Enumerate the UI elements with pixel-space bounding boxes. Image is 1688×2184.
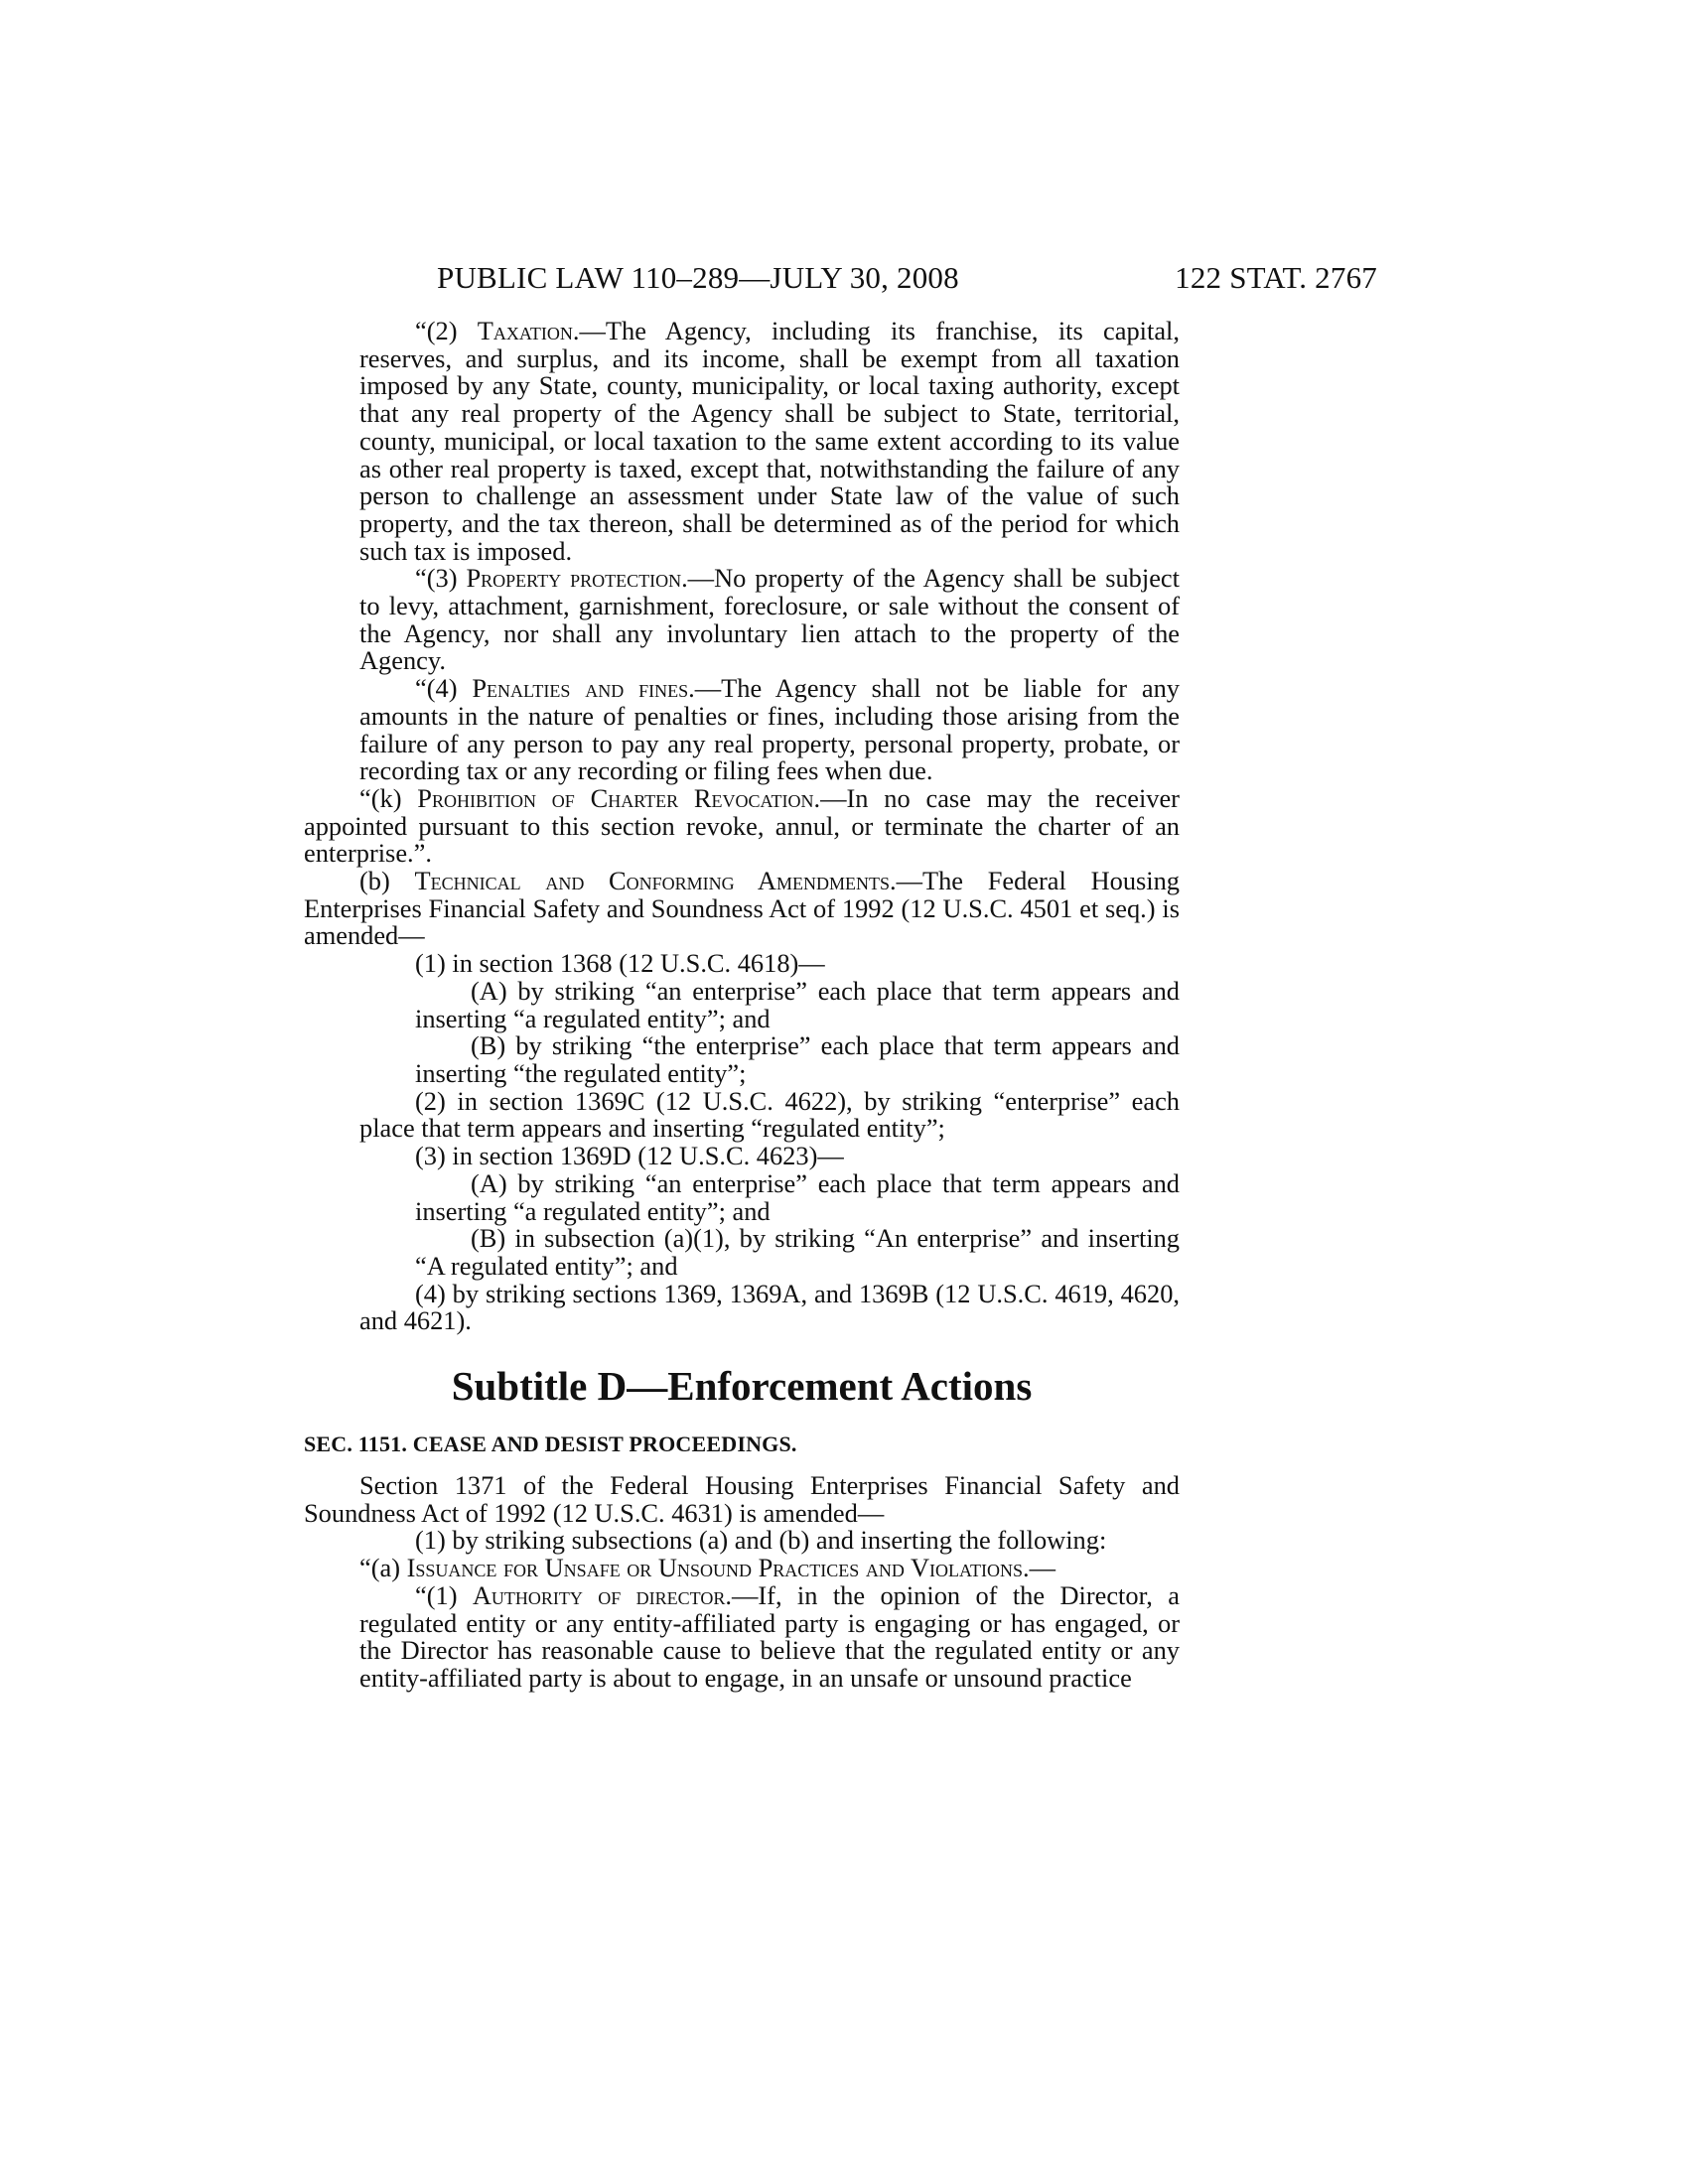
document-body — [304, 318, 1180, 1693]
subtitle-heading: Subtitle D—Enforcement Actions — [451, 1363, 1033, 1410]
paragraph-authority-of-director: “(1) Authority of director.—If, in the opinion of the Director, a regulated entity or any entity-affiliated party is engaging or has engaged, or the Director has reasonable cause to believe that the regulated entity or any entity-affiliated party is about to engage, in an unsafe or unsound practice — [359, 1579, 1180, 1693]
list-item: (4) by striking sections 1369, 1369A, and 1369B (12 U.S.C. 4619, 4620, and 4621). — [359, 1278, 1180, 1336]
law-title: PUBLIC LAW 110–289—JULY 30, 2008 — [437, 260, 959, 295]
heading-authority-of-director: Authority of director — [472, 1579, 726, 1610]
list-item: (B) in subsection (a)(1), by striking “An enterprise” and inserting “A regulated entity”; and — [415, 1223, 1180, 1281]
section-intro: Section 1371 of the Federal Housing Enterprises Financial Safety and Soundness Act of 1992 (12 U.S.C. 4631) is amended— — [304, 1470, 1180, 1528]
list-item: (1) by striking subsections (a) and (b) and inserting the following: — [415, 1525, 1107, 1556]
paragraph-issuance: “(a) Issuance for Unsafe or Unsound Practices and Violations.— — [359, 1553, 1056, 1583]
section-heading: SEC. 1151. CEASE AND DESIST PROCEEDINGS. — [304, 1432, 797, 1457]
paragraph-penalties-and-fines: “(4) Penalties and fines.—The Agency shall not be liable for any amounts in the nature of penalties or fines, including those arising from the failure of any person to pay any real property, personal property, probate, or recording tax or any recording or filing fees when due. — [359, 673, 1180, 786]
paragraph-charter-revocation: “(k) Prohibition of Charter Revocation.—In no case may the receiver appointed pursuant to this section revoke, annul, or terminate the charter of an enterprise.”. — [304, 782, 1180, 869]
list-item: (2) in section 1369C (12 U.S.C. 4622), by striking “enterprise” each place that term appears and inserting “regulated entity”; — [359, 1085, 1180, 1144]
list-item: (A) by striking “an enterprise” each place that term appears and inserting “a regulated entity”; and — [415, 1167, 1180, 1226]
list-item: (1) in section 1368 (12 U.S.C. 4618)— — [415, 948, 825, 979]
paragraph-technical-amendments: (b) Technical and Conforming Amendments.—The Federal Housing Enterprises Financial Safety and Soundness Act of 1992 (12 U.S.C. 4501 et seq.) is amended— — [304, 866, 1181, 951]
heading-taxation: Taxation — [477, 316, 573, 345]
paragraph-property-protection: “(3) Property protection.—No property of the Agency shall be subject to levy, attachment, garnishment, foreclosure, or sale without the consent of the Agency, nor shall any involuntary lien attach to the property of the Agency. — [359, 563, 1180, 676]
heading-property-protection: Property protection — [466, 563, 682, 594]
stat-page-number: 122 STAT. 2767 — [1175, 260, 1377, 295]
paragraph-taxation: “(2) Taxation.—The Agency, including its franchise, its capital, reserves, and surplus, and its income, shall be exempt from all taxation imposed by any State, county, municipality, or local taxing authority, except that any real property of the Agency shall be subject to State, territorial, county, municipal, or local taxation to the same extent according to its value as other real property is taxed, except that, notwithstanding the failure of any person to challenge an assessment under State law of the value of such property, and the tax thereon, shall be determined as of the period for which such tax is imposed. — [359, 316, 1180, 566]
heading-technical-amendments: Technical and Conforming Amendments — [414, 866, 890, 896]
heading-issuance: Issuance for Unsafe or Unsound Practices and Violations — [406, 1553, 1024, 1583]
heading-penalties-and-fines: Penalties and fines — [472, 673, 689, 704]
list-item: (3) in section 1369D (12 U.S.C. 4623)— — [415, 1141, 844, 1171]
heading-charter-revocation: Prohibition of Charter Revocation — [417, 782, 814, 813]
list-item: (A) by striking “an enterprise” each place that term appears and inserting “a regulated entity”; and — [415, 975, 1180, 1033]
list-item: (B) by striking “the enterprise” each place that term appears and inserting “the regulated entity”; — [415, 1030, 1180, 1088]
